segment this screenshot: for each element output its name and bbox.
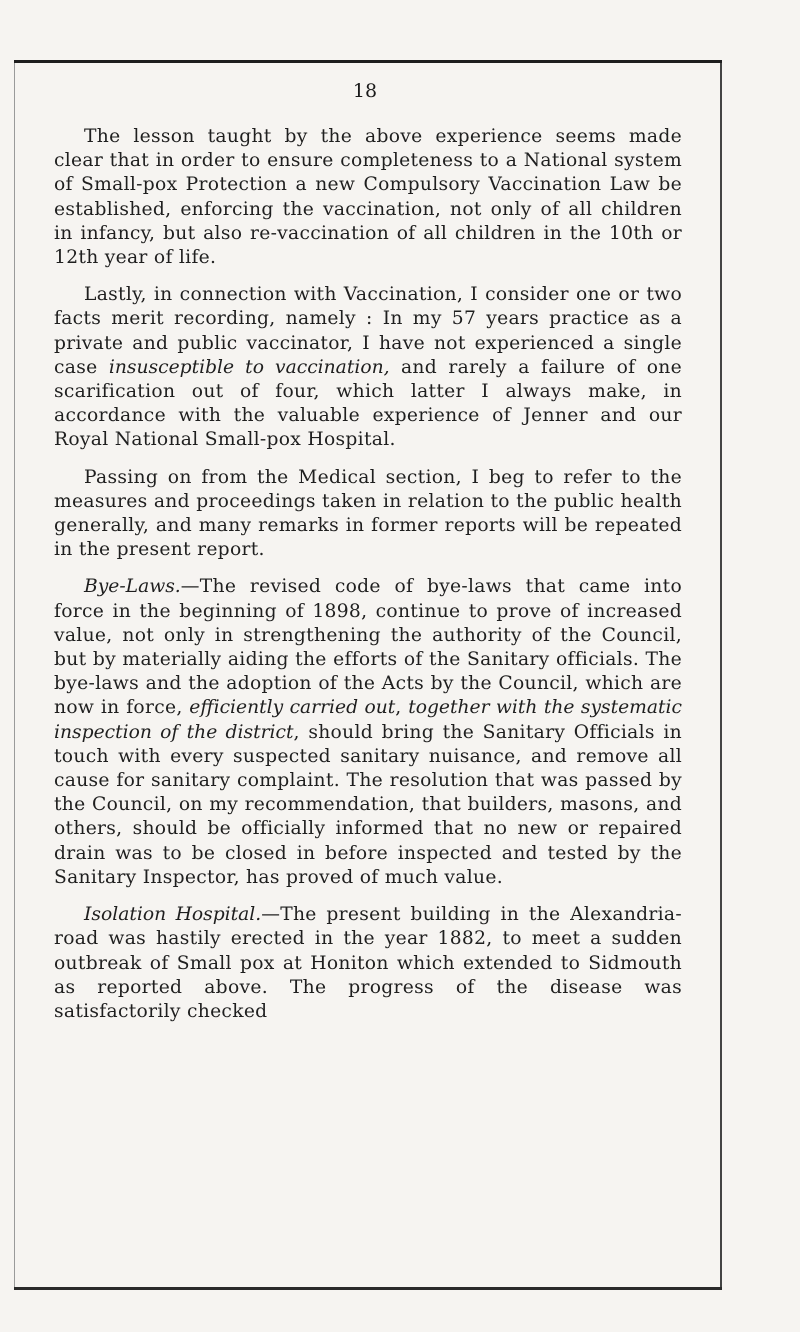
paragraph-bye-laws — [54, 575, 682, 890]
paragraph-public-health: Passing on from the Medical section, I beg to refer to the measures and proceedings taken in relation to the public health generally, and many remarks in former reports will be repeated in the present report. — [54, 466, 682, 561]
paragraph-isolation-hospital — [54, 903, 682, 1024]
bottom-border-rule — [14, 1287, 722, 1290]
paragraph-text: —The present building in the Alexandria-road was hastily erected in the year 1882, to meet a sudden outbreak of Small pox at Honiton which extended to Sidmouth as reported above. The progress of the disease was satisfactorily checked — [54, 904, 682, 1022]
body-text — [54, 125, 682, 1037]
page-number: 18 — [352, 80, 378, 102]
emphasis-text: efficiently carried out — [189, 697, 396, 719]
paragraph-vaccinator-experience — [54, 283, 682, 452]
emphasis-text: insusceptible to vaccination, — [108, 356, 390, 378]
top-border-rule — [14, 60, 722, 63]
paragraph-text: and rarely a failure of one scarification out of four, which latter I always make, in accordance with the valuable experience of Jenner and our Royal National Small-pox Hospital. — [54, 356, 683, 451]
paragraph-text: , — [395, 697, 409, 719]
right-border-rule — [720, 63, 722, 1287]
paragraph-text: , should bring the Sanitary Officials in touch with every suspected sanitary nuisance, and remove all cause for sanitary complaint. The resolution that was passed by the Council, on my recommendation, that builders, masons, and others, should be officially informed that no new or repaired drain was to be closed in before inspected and tested by the Sanitary Inspector, has proved of much value. — [54, 721, 682, 888]
paragraph-text: —The revised code of bye-laws that came into force in the beginning of 1898, continue to prove of increased value, not only in strengthening the authority of the Council, but by materially aiding the efforts of the Sanitary officials. The bye-laws and the adoption of the Acts by the Council, which are now in force, — [54, 576, 682, 719]
paragraph-text: Lastly, in connection with Vaccination, I consider one or two facts merit recording, namely : In my 57 years practice as a private and public vaccinator, I have not experienced a single case — [54, 284, 682, 378]
section-heading-bye-laws: Bye-Laws. — [84, 576, 181, 598]
section-heading-isolation-hospital: Isolation Hospital. — [84, 904, 262, 926]
paragraph-vaccination-law: The lesson taught by the above experience seems made clear that in order to ensure completeness to a National system of Small-pox Protection a new Compulsory Vaccination Law be established, enforcing the vaccination, not only of all children in infancy, but also re-vaccination of all children in the 10th or 12th year of life. — [54, 126, 682, 269]
left-border-rule — [14, 63, 15, 1287]
emphasis-text: together with the systematic inspection of the district — [54, 697, 682, 743]
